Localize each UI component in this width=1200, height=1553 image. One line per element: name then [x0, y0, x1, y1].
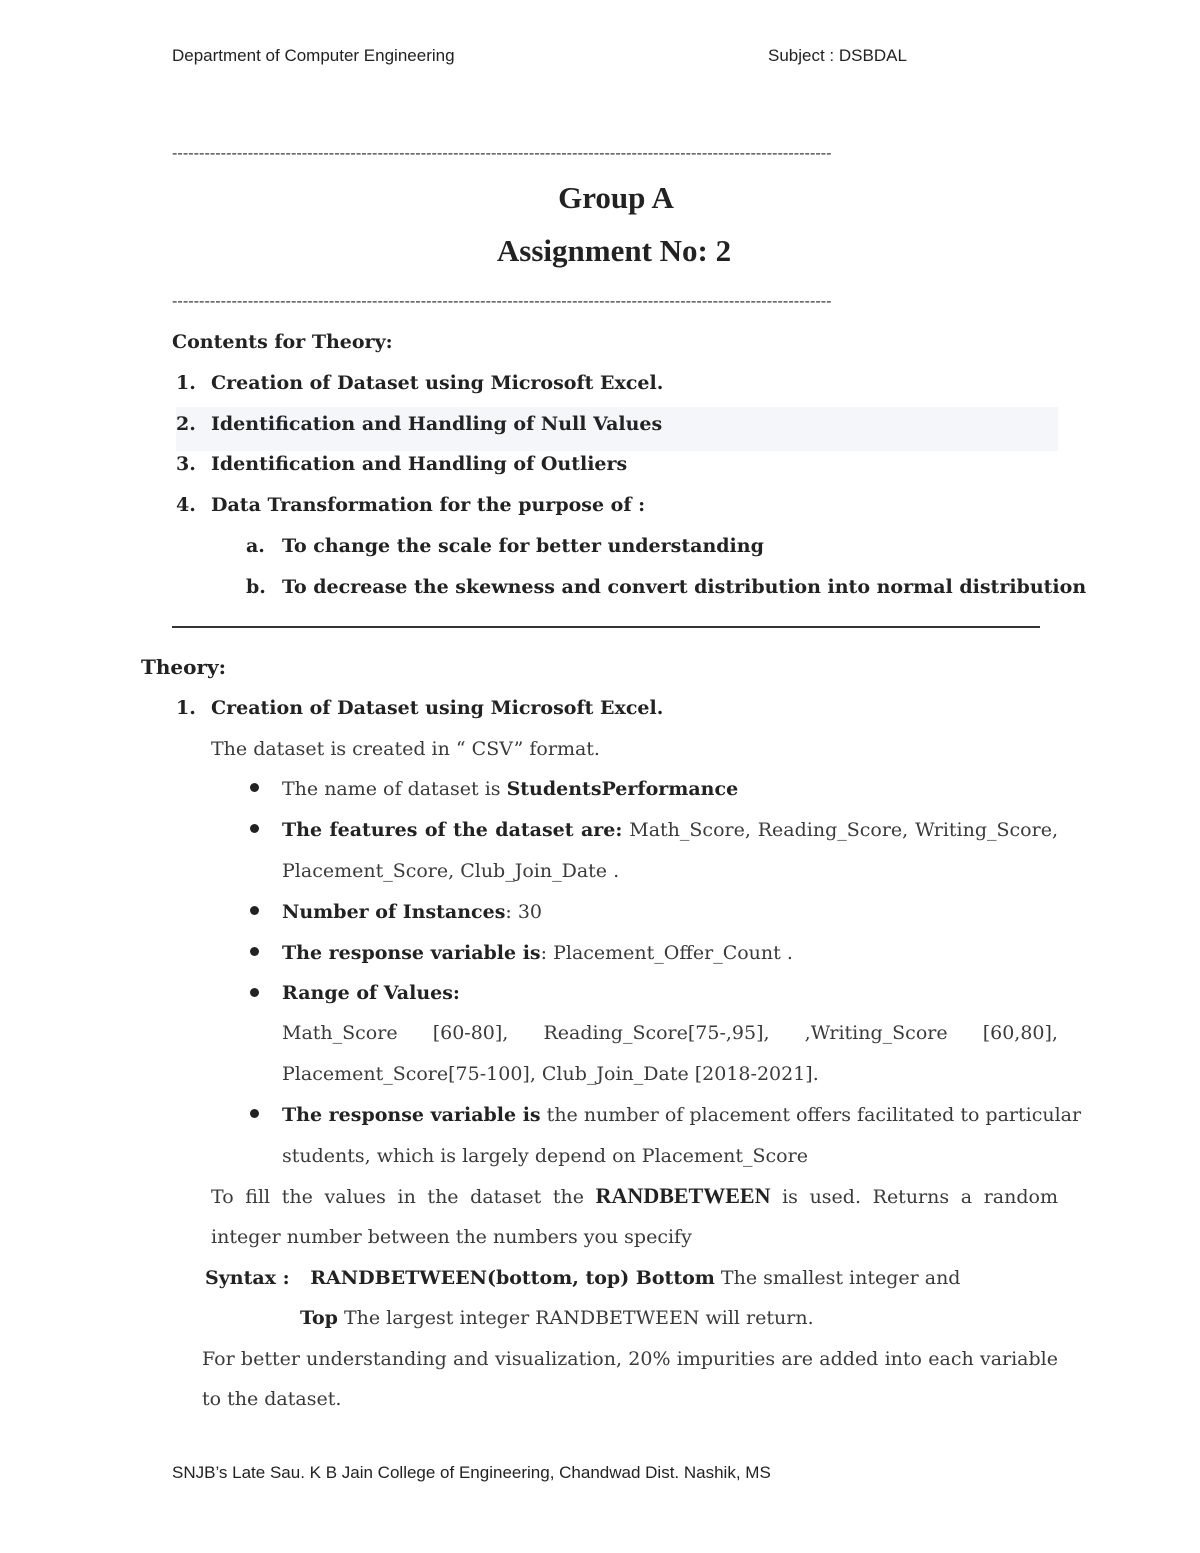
contents-item-1: Creation of Dataset using Microsoft Excel.: [211, 372, 664, 394]
impurities-line-2: to the dataset.: [202, 1388, 342, 1410]
fill-values-line-2: integer number between the numbers you specify: [211, 1226, 692, 1248]
bullet-icon: [250, 824, 259, 833]
contents-subitem-b: To decrease the skewness and convert distribution into normal distribution: [282, 576, 1087, 598]
top-line: Top The largest integer RANDBETWEEN will return.: [300, 1307, 814, 1329]
range-line-1: Math_Score [60-80], Reading_Score[75-,95], ,Writing_Score [60,80],: [282, 1022, 1058, 1044]
bullet-response-2: The response variable is the number of placement offers facilitated to particular: [282, 1104, 1082, 1126]
contents-subnum-a: a.: [246, 535, 265, 557]
bullet-icon: [250, 988, 259, 997]
bullet-features: The features of the dataset are: Math_Score, Reading_Score, Writing_Score,: [282, 819, 1058, 841]
contents-heading: Contents for Theory:: [172, 331, 393, 353]
separator-top: --------------------------------------------------------------------------------------------------------------------------: [172, 143, 832, 162]
theory-heading: Theory:: [141, 655, 227, 679]
separator-bottom: --------------------------------------------------------------------------------------------------------------------------: [172, 291, 832, 310]
contents-item-3: Identification and Handling of Outliers: [211, 453, 628, 475]
department-header: Department of Computer Engineering: [172, 46, 455, 65]
bullet-dataset-name: The name of dataset is StudentsPerformance: [282, 778, 739, 800]
fill-values-line-1: To fill the values in the dataset the RANDBETWEEN is used. Returns a random: [211, 1183, 1058, 1208]
bullet-range-label: Range of Values:: [282, 982, 460, 1004]
bullet-icon: [250, 906, 259, 915]
assignment-title: Assignment No: 2: [496, 233, 732, 268]
contents-subitem-a: To change the scale for better understanding: [282, 535, 764, 557]
bullet-features-cont: Placement_Score, Club_Join_Date .: [282, 860, 620, 882]
group-title: Group A: [558, 180, 674, 215]
contents-num-1: 1.: [176, 372, 196, 394]
impurities-line-1: For better understanding and visualization, 20% impurities are added into each variable: [202, 1348, 1058, 1370]
bullet-instances: Number of Instances: 30: [282, 901, 543, 923]
theory-item-1: Creation of Dataset using Microsoft Excel.: [211, 697, 664, 719]
bullet-icon: [250, 947, 259, 956]
contents-subnum-b: b.: [246, 576, 266, 598]
syntax-line: Syntax : RANDBETWEEN(bottom, top) Bottom The smallest integer and: [205, 1267, 961, 1289]
footer-college: SNJB’s Late Sau. K B Jain College of Engineering, Chandwad Dist. Nashik, MS: [172, 1463, 771, 1482]
contents-num-2: 2.: [176, 413, 196, 435]
theory-intro: The dataset is created in “ CSV” format.: [211, 738, 600, 760]
contents-item-2: Identification and Handling of Null Values: [211, 413, 663, 435]
contents-num-3: 3.: [176, 453, 196, 475]
theory-num-1: 1.: [176, 697, 196, 719]
bullet-response: The response variable is: Placement_Offer_Count .: [282, 942, 793, 964]
range-line-2: Placement_Score[75-100], Club_Join_Date [2018-2021].: [282, 1063, 819, 1085]
section-divider: [172, 626, 1040, 628]
bullet-icon: [250, 783, 259, 792]
bullet-response-2-cont: students, which is largely depend on Placement_Score: [282, 1145, 808, 1167]
contents-num-4: 4.: [176, 494, 196, 516]
subject-header: Subject : DSBDAL: [768, 46, 907, 65]
contents-item-4: Data Transformation for the purpose of :: [211, 494, 646, 516]
bullet-icon: [250, 1109, 259, 1118]
